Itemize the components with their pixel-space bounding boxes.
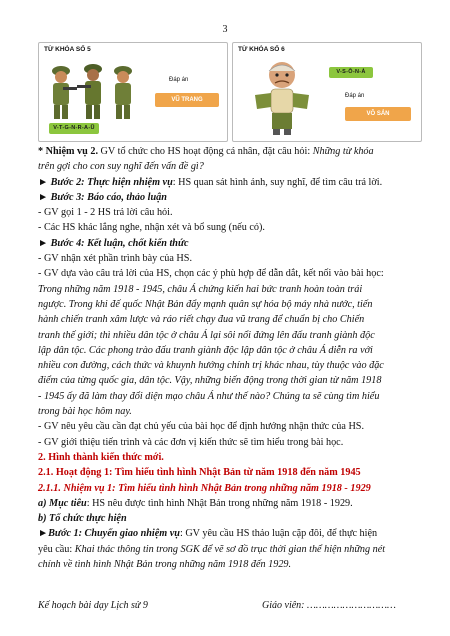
text-line: - GV nêu yêu cầu cần đạt chủ yếu của bài học để định hướng nhận thức của HS.: [38, 421, 365, 433]
text-line: - Các HS khác lắng nghe, nhận xét và bổ sung (nếu có).: [38, 222, 265, 234]
lesson-body: [38, 144, 416, 572]
soldiers-illustration: [47, 59, 139, 129]
step-heading: ► Bước 3: Báo cáo, thảo luận: [38, 191, 167, 203]
text-line: - GV dựa vào câu trả lời của HS, chọn các ý phù hợp để dẫn dắt, kết nối vào bài học:: [38, 268, 384, 280]
keyword-panel-5: [38, 42, 228, 142]
text-line: - GV giới thiệu tiến trình và các đơn vị kiến thức sẽ tìm hiểu trong bài học.: [38, 436, 344, 448]
scrambled-keyword: V-T-G-N-R-A-Ũ: [49, 123, 99, 134]
text-line: - 1945 ấy đã làm thay đổi diện mạo châu Á như thế nào? Chúng ta sẽ cùng tìm hiểu: [38, 390, 380, 402]
answer-label: Đáp án: [345, 93, 365, 99]
page-number: 3: [222, 24, 228, 35]
text-line: điểm của từng quốc gia, dân tộc. Vậy, những biến động trong thời gian từ năm 1918: [38, 375, 382, 387]
footer-right: Giáo viên: …………………………: [262, 600, 396, 611]
text-line: yêu cầu: Khai thác thông tin trong SGK để vẽ sơ đồ trục thời gian thể hiện những nét: [38, 543, 386, 555]
page-footer: [38, 600, 416, 611]
soldier-figure: [52, 66, 77, 119]
text-line: ngược. Trong khi đế quốc Nhật Bản đẩy mạnh quân sự hóa bộ máy nhà nước, tiến: [38, 298, 373, 310]
answer-label: Đáp án: [169, 77, 189, 83]
scrambled-keyword: V-S-Ô-N-Ả: [329, 67, 373, 78]
text-line: a) Mục tiêu: HS nêu được tình hình Nhật Bản trong những năm 1918 - 1929.: [38, 497, 353, 509]
text-line: trên gợi cho con suy nghĩ đến vấn đề gì?: [38, 161, 204, 173]
subheading: b) Tổ chức thực hiện: [38, 513, 127, 525]
text-line: ► Bước 2: Thực hiện nhiệm vụ: HS quan sát hình ảnh, suy nghĩ, để tìm câu trả lời.: [38, 176, 383, 188]
text-line: lập dân tộc. Các phong trào đấu tranh giành độc lập dân tộc ở châu Á diễn ra với: [38, 344, 373, 356]
panel-title: TỪ KHÓA SỐ 6: [238, 46, 285, 53]
text-line: Trong những năm 1918 - 1945, châu Á chứng kiến hai bức tranh hoàn toàn trái: [38, 283, 363, 295]
section-heading: 2.1.1. Nhiệm vụ 1: Tìm hiểu tình hình Nhật Bản trong những năm 1918 - 1929: [38, 482, 371, 494]
step-heading: ► Bước 4: Kết luận, chốt kiến thức: [38, 237, 189, 249]
text-line: - GV gọi 1 - 2 HS trả lời câu hỏi.: [38, 207, 173, 219]
text-line: ►Bước 1: Chuyển giao nhiệm vụ: GV yêu cầu HS thảo luận cặp đôi, để thực hiện: [38, 528, 378, 540]
keyword-panel-6: [232, 42, 422, 142]
text-line: nhiều con đường, cách thức và khuynh hướng chính trị khác nhau, tùy thuộc vào đặc: [38, 360, 384, 372]
poor-man-illustration: [247, 59, 317, 137]
text-line: * Nhiệm vụ 2. GV tổ chức cho HS hoạt động cá nhân, đặt câu hỏi: Những từ khóa: [38, 146, 374, 157]
footer-left: Kế hoạch bài dạy Lịch sử 9: [38, 600, 148, 611]
text-line: trong bài học hôm nay.: [38, 406, 132, 418]
answer-box: VÔ SẢN: [345, 107, 411, 121]
panel-title: TỪ KHÓA SỐ 5: [44, 46, 91, 53]
answer-box: VŨ TRANG: [155, 93, 219, 107]
text-line: chính về tình hình Nhật Bản trong những năm 1918 đến 1929.: [38, 559, 292, 571]
text-line: tranh thế giới; thì nhiều dân tộc ở châu Á lại sôi nổi đứng lên đấu tranh giành độc: [38, 329, 375, 341]
text-line: - GV nhận xét phần trình bày của HS.: [38, 253, 193, 265]
text-line: hành chiến tranh xâm lược và ráo riết chạy đua vũ trang để chuẩn bị cho Chiến: [38, 314, 365, 326]
section-heading: 2.1. Hoạt động 1: Tìm hiểu tình hình Nhật Bản từ năm 1918 đến năm 1945: [38, 467, 361, 479]
section-heading: 2. Hình thành kiến thức mới.: [38, 451, 164, 463]
soldier-figure: [114, 66, 132, 119]
soldier-figure: [77, 64, 102, 119]
